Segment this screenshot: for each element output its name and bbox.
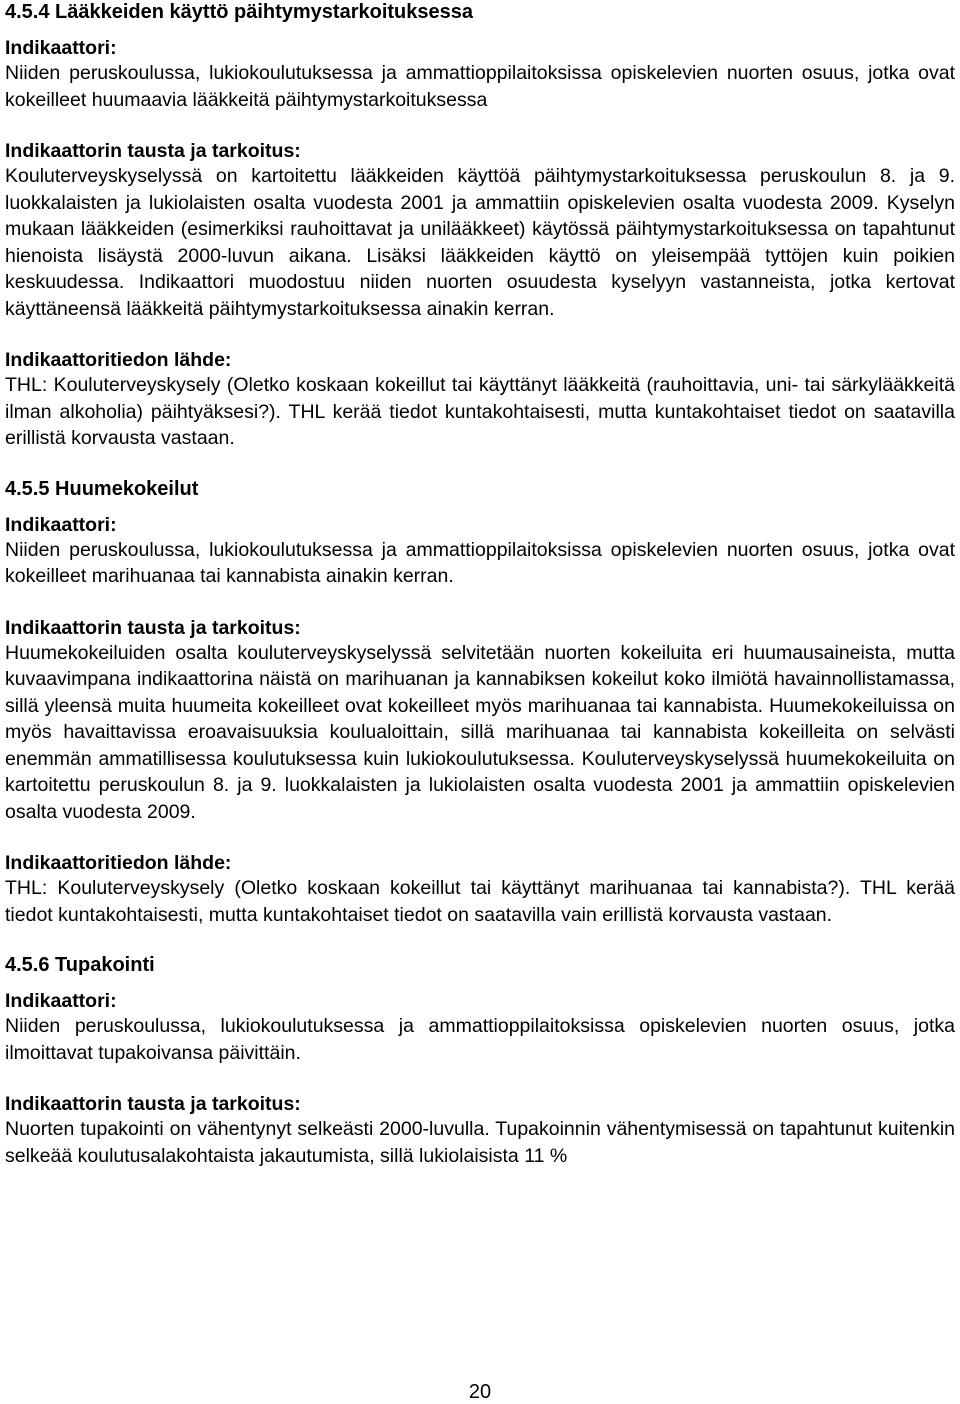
source-label: Indikaattoritiedon lähde:: [5, 852, 232, 874]
document-page: [5, 0, 955, 1169]
source-label: Indikaattoritiedon lähde:: [5, 349, 232, 371]
section-heading-4-5-5: 4.5.5 Huumekokeilut: [5, 477, 199, 500]
source-text: THL: Kouluterveyskysely (Oletko koskaan kokeillut tai käyttänyt lääkkeitä (rauhoittavia, uni- tai särkylääkkeitä ilman alkoholia) päihtyäksesi?). THL kerää tiedot kuntakohtaisesti, mutta kuntakohtaiset tiedot on saatavilla erillistä korvausta vastaan.: [5, 374, 955, 449]
background-label: Indikaattorin tausta ja tarkoitus:: [5, 616, 301, 639]
indicator-label: Indikaattori:: [5, 37, 117, 59]
indicator-text: Niiden peruskoulussa, lukiokoulutuksessa ja ammattioppilaitoksissa opiskelevien nuorten osuus, jotka ovat kokeilleet marihuanaa tai kannabista ainakin kerran.: [5, 538, 955, 587]
section-heading-4-5-6: 4.5.6 Tupakointi: [5, 954, 155, 976]
indicator-label: Indikaattori:: [5, 513, 117, 536]
page-number: 20: [468, 1381, 492, 1403]
background-text: Nuorten tupakointi on vähentynyt selkeästi 2000-luvulla. Tupakoinnin vähentymisessä on tapahtunut kuitenkin selkeää koulutusalakohtaista jakautumista, sillä lukiolaisista 11 %: [5, 1118, 955, 1167]
section-heading-4-5-4: 4.5.4 Lääkkeiden käyttö päihtymystarkoituksessa: [5, 1, 474, 23]
indicator-text: Niiden peruskoulussa, lukiokoulutuksessa ja ammattioppilaitoksissa opiskelevien nuorten osuus, jotka ilmoittavat tupakoivansa päivittäin.: [5, 1015, 955, 1064]
source-text: THL: Kouluterveyskysely (Oletko koskaan kokeillut tai käyttänyt marihuanaa tai kannabista?). THL kerää tiedot kuntakohtaisesti, mutta kuntakohtaiset tiedot on saatavilla vain erillistä korvausta vastaan.: [5, 877, 955, 926]
background-label: Indikaattorin tausta ja tarkoitus:: [5, 140, 301, 162]
background-text: Huumekokeiluiden osalta kouluterveyskyselyssä selvitetään nuorten kokeiluita eri huumausaineista, mutta kuvaavimpana indikaattorina näistä on marihuanan ja kannabiksen kokeilut koko ilmiötä havainnollistamassa, sillä yleensä muita huumeita kokeilleet ovat kokeilleet myös marihuanaa tai kannabista. Huumekokeiluissa on myös havaittavissa eroavaisuuksia koulualoittain, sillä marihuanaa tai kannabista kokeilleita on selvästi enemmän ammatillisessa koulutuksessa kuin lukiokoulutuksessa. Kouluterveyskyselyssä huumekokeiluita on kartoitettu peruskoulun 8. ja 9. luokkalaisten ja lukiolaisten osalta vuodesta 2001 ja ammattiin opiskelevien osalta vuodesta 2009.: [5, 641, 955, 823]
indicator-text: Niiden peruskoulussa, lukiokoulutuksessa ja ammattioppilaitoksissa opiskelevien nuorten osuus, jotka ovat kokeilleet huumaavia lääkkeitä päihtymystarkoituksessa: [5, 62, 955, 111]
indicator-label: Indikaattori:: [5, 990, 117, 1012]
background-label: Indikaattorin tausta ja tarkoitus:: [5, 1093, 301, 1115]
background-text: Kouluterveyskyselyssä on kartoitettu lääkkeiden käyttöä päihtymystarkoituksessa peruskoulun 8. ja 9. luokkalaisten ja lukiolaisten osalta vuodesta 2001 ja ammattiin opiskelevien osalta vuodesta 2009. Kyselyn mukaan lääkkeiden (esimerkiksi rauhoittavat ja unilääkkeet) käytössä päihtymystarkoituksessa on tapahtunut hienoista lisäystä 2000-luvun aikana. Lisäksi lääkkeiden käyttö on yleisempää tyttöjen kuin poikien keskuudessa. Indikaattori muodostuu niiden nuorten osuudesta kyselyyn vastanneista, jotka kertovat käyttäneensä lääkkeitä päihtymystarkoituksessa ainakin kerran.: [5, 165, 955, 320]
